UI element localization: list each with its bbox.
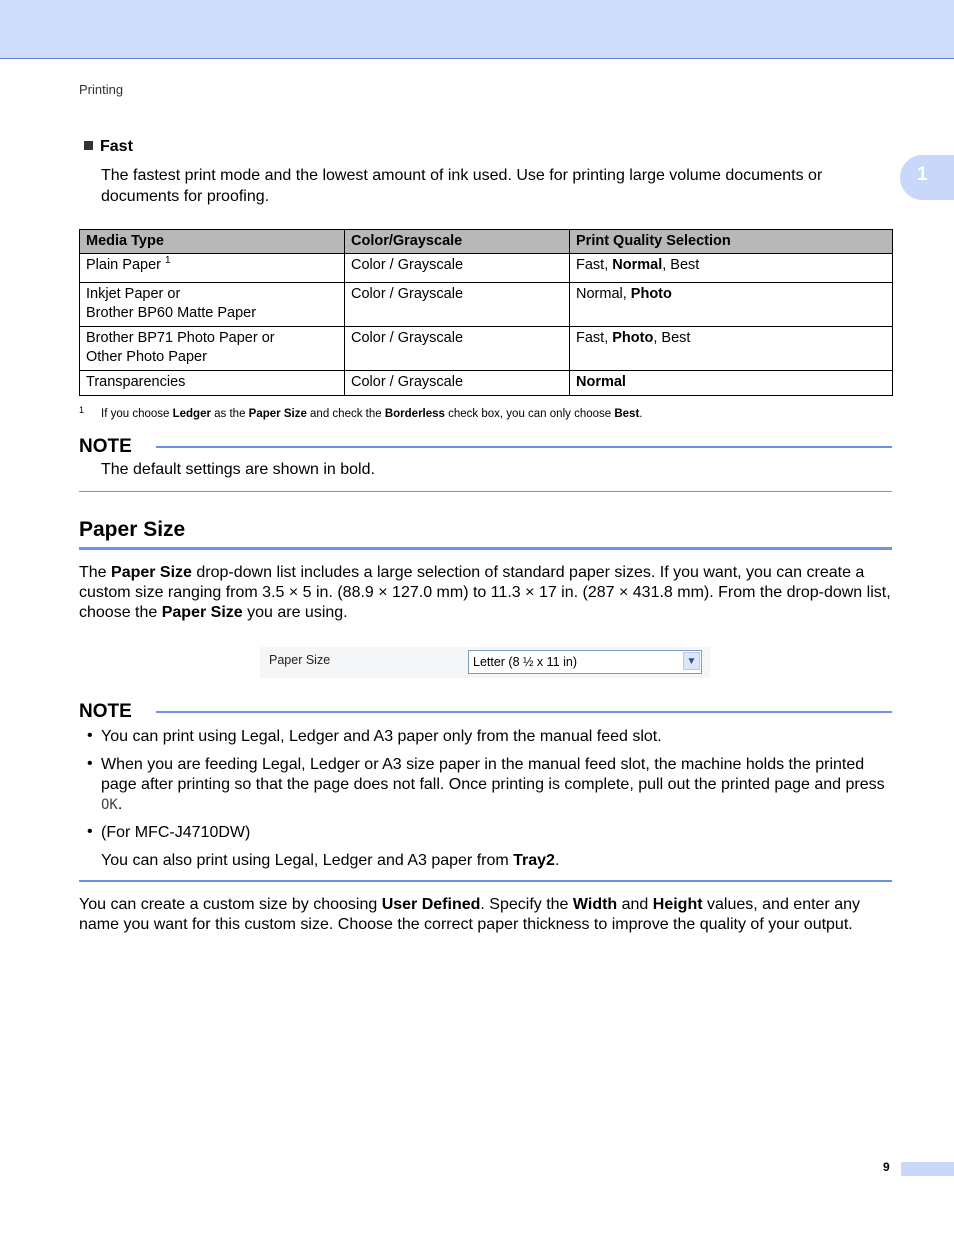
- paper-size-paragraph: The Paper Size drop-down list includes a large selection of standard paper sizes. If you want, you can create a custom size ranging from 3.5 × 5 in. (88.9 × 127.0 mm) to 11.3 × 17 in. (287 × 431.8 mm). From the drop-down list, choose the Paper Size you are using.: [79, 564, 891, 621]
- bullet-icon: •: [87, 755, 93, 772]
- fast-title: Fast: [100, 138, 133, 155]
- table-header-row: [80, 230, 893, 254]
- media-cell: [80, 327, 345, 371]
- section-rule: [79, 547, 892, 550]
- media-text: Brother BP60 Matte Paper: [86, 305, 257, 321]
- bullet-icon: •: [87, 727, 93, 744]
- media-text: Plain Paper: [86, 257, 161, 273]
- media-cell: Transparencies: [80, 371, 345, 396]
- footnote-number: 1: [79, 405, 85, 415]
- quality-text: Fast,: [576, 330, 613, 346]
- quality-default: Normal: [612, 257, 663, 273]
- paper-size-dropdown[interactable]: [468, 650, 702, 674]
- header-band: [0, 0, 954, 59]
- media-cell: [80, 254, 345, 283]
- table-row: [80, 371, 893, 396]
- note-bullet-text: When you are feeding Legal, Ledger or A3 size paper in the manual feed slot, the machine holds the printed page after printing so that the page does not fall. Once printing is complete, pull out the printed page and press OK.: [101, 756, 885, 813]
- footnote-ref: 1: [165, 255, 171, 266]
- note-rule: [156, 711, 892, 713]
- media-text: Brother BP71 Photo Paper or: [86, 330, 275, 346]
- note-title: NOTE: [79, 701, 132, 722]
- square-bullet-icon: [84, 141, 93, 150]
- quality-text: Normal,: [576, 286, 631, 302]
- table-row: [80, 327, 893, 371]
- note-rule: [156, 446, 892, 448]
- paper-size-value: Letter (8 ½ x 11 in): [473, 655, 577, 669]
- note-bullet-text: (For MFC-J4710DW): [101, 824, 251, 841]
- paper-size-label: Paper Size: [269, 653, 331, 667]
- footnote-text: If you choose Ledger as the Paper Size and check the Borderless check box, you can only choose Best.: [101, 408, 643, 420]
- color-cell: Color / Grayscale: [345, 327, 570, 371]
- color-cell: Color / Grayscale: [345, 254, 570, 283]
- chevron-down-icon[interactable]: ▼: [683, 652, 700, 670]
- quality-cell: [570, 371, 893, 396]
- fast-description: The fastest print mode and the lowest amount of ink used. Use for printing large volume documents or documents for proofing.: [101, 167, 823, 205]
- custom-size-paragraph: You can create a custom size by choosing User Defined. Specify the Width and Height values, and enter any name you want for this custom size. Choose the correct paper thickness to improve the quality of your output.: [79, 896, 860, 933]
- table-row: [80, 283, 893, 327]
- ok-button-label: OK: [101, 797, 118, 813]
- bullet-icon: •: [87, 823, 93, 840]
- quality-cell: [570, 254, 893, 283]
- media-cell: [80, 283, 345, 327]
- chapter-tab: [900, 155, 954, 200]
- section-title: Paper Size: [79, 518, 186, 541]
- quality-default: Photo: [630, 286, 672, 302]
- fast-heading: [84, 138, 133, 156]
- chapter-number: 1: [917, 164, 928, 185]
- quality-cell: [570, 327, 893, 371]
- note-end-rule: [79, 880, 892, 882]
- note-title: NOTE: [79, 436, 132, 457]
- page-number: 9: [883, 1160, 890, 1174]
- color-cell: Color / Grayscale: [345, 371, 570, 396]
- note-bullet-subtext: You can also print using Legal, Ledger and A3 paper from Tray2.: [101, 852, 560, 869]
- quality-text: , Best: [653, 330, 691, 346]
- quality-default: Photo: [612, 330, 654, 346]
- print-quality-table: [79, 229, 893, 396]
- running-head: Printing: [79, 82, 124, 97]
- table-row: [80, 254, 893, 283]
- media-text: Other Photo Paper: [86, 349, 207, 365]
- page-number-bar: [901, 1162, 954, 1176]
- header-print-quality: Print Quality Selection: [570, 230, 893, 254]
- quality-text: Fast,: [576, 257, 613, 273]
- header-media-type: Media Type: [80, 230, 345, 254]
- note-bullet-text: You can print using Legal, Ledger and A3 paper only from the manual feed slot.: [101, 728, 662, 745]
- media-text: Inkjet Paper or: [86, 286, 181, 302]
- note-end-rule: [79, 491, 892, 492]
- note-text: The default settings are shown in bold.: [101, 461, 375, 478]
- quality-text: , Best: [662, 257, 700, 273]
- header-color-grayscale: Color/Grayscale: [345, 230, 570, 254]
- color-cell: Color / Grayscale: [345, 283, 570, 327]
- quality-cell: [570, 283, 893, 327]
- quality-default: Normal: [576, 374, 626, 390]
- paper-size-dialog: [260, 647, 710, 678]
